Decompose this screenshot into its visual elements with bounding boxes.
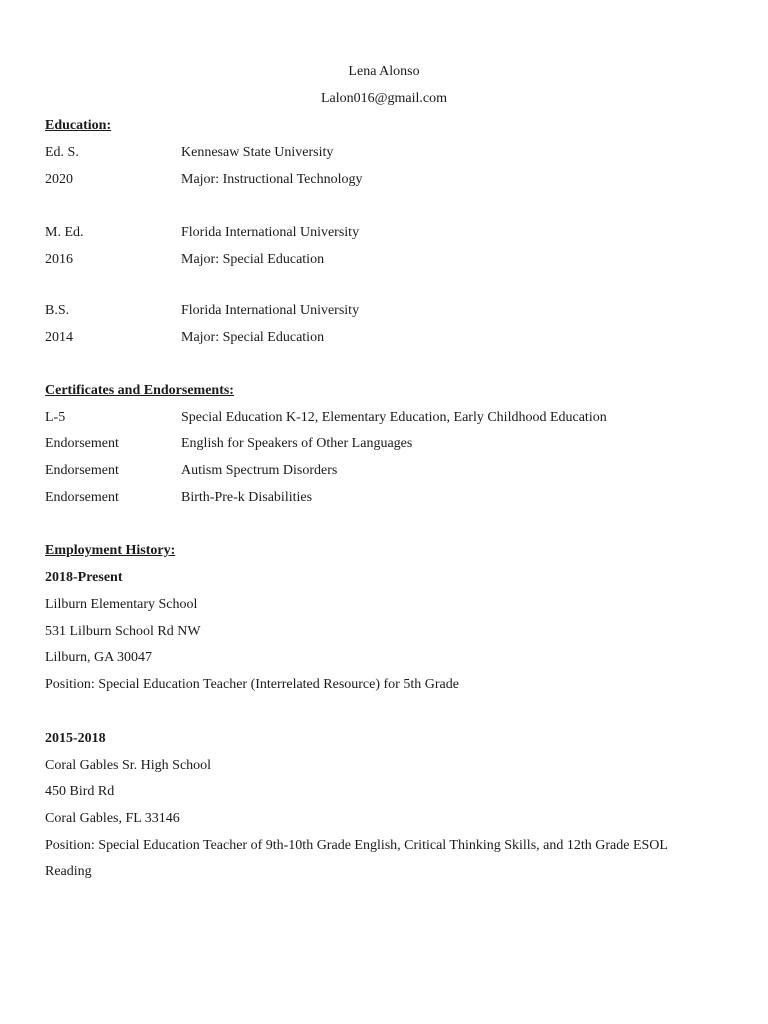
education-heading: Education: <box>45 118 112 133</box>
certificate-description: Autism Spectrum Disorders <box>181 463 338 478</box>
certificate-description: Special Education K-12, Elementary Education, Early Childhood Education <box>181 410 607 425</box>
education-year: 2016 <box>45 252 73 267</box>
certificate-description: Birth-Pre-k Disabilities <box>181 490 313 505</box>
certificate-type: L-5 <box>45 410 66 425</box>
employment-heading: Employment History: <box>45 543 176 558</box>
resume-email: Lalon016@gmail.com <box>320 91 448 106</box>
education-major: Major: Special Education <box>181 330 325 345</box>
certificate-description: English for Speakers of Other Languages <box>181 436 413 451</box>
certificate-type: Endorsement <box>45 436 119 451</box>
job-position-continued: Reading <box>45 864 92 879</box>
education-year: 2020 <box>45 172 73 187</box>
education-degree: B.S. <box>45 303 70 318</box>
job-school: Coral Gables Sr. High School <box>45 758 212 773</box>
job-city: Coral Gables, FL 33146 <box>45 811 180 826</box>
education-degree: M. Ed. <box>45 225 84 240</box>
job-years: 2015-2018 <box>45 731 106 746</box>
education-year: 2014 <box>45 330 73 345</box>
education-school: Kennesaw State University <box>181 145 334 160</box>
job-address: 531 Lilburn School Rd NW <box>45 624 201 639</box>
job-city: Lilburn, GA 30047 <box>45 650 152 665</box>
education-major: Major: Special Education <box>181 252 325 267</box>
education-school: Florida International University <box>181 225 360 240</box>
resume-name: Lena Alonso <box>348 64 420 79</box>
education-major: Major: Instructional Technology <box>181 172 363 187</box>
education-degree: Ed. S. <box>45 145 79 160</box>
education-school: Florida International University <box>181 303 360 318</box>
certificates-heading: Certificates and Endorsements: <box>45 383 234 398</box>
job-position: Position: Special Education Teacher (Interrelated Resource) for 5th Grade <box>45 677 459 692</box>
certificate-type: Endorsement <box>45 463 119 478</box>
job-years: 2018-Present <box>45 570 123 585</box>
job-address: 450 Bird Rd <box>45 784 115 799</box>
job-school: Lilburn Elementary School <box>45 597 198 612</box>
certificate-type: Endorsement <box>45 490 119 505</box>
job-position: Position: Special Education Teacher of 9th-10th Grade English, Critical Thinking Skills, and 12th Grade ESOL <box>45 838 668 853</box>
